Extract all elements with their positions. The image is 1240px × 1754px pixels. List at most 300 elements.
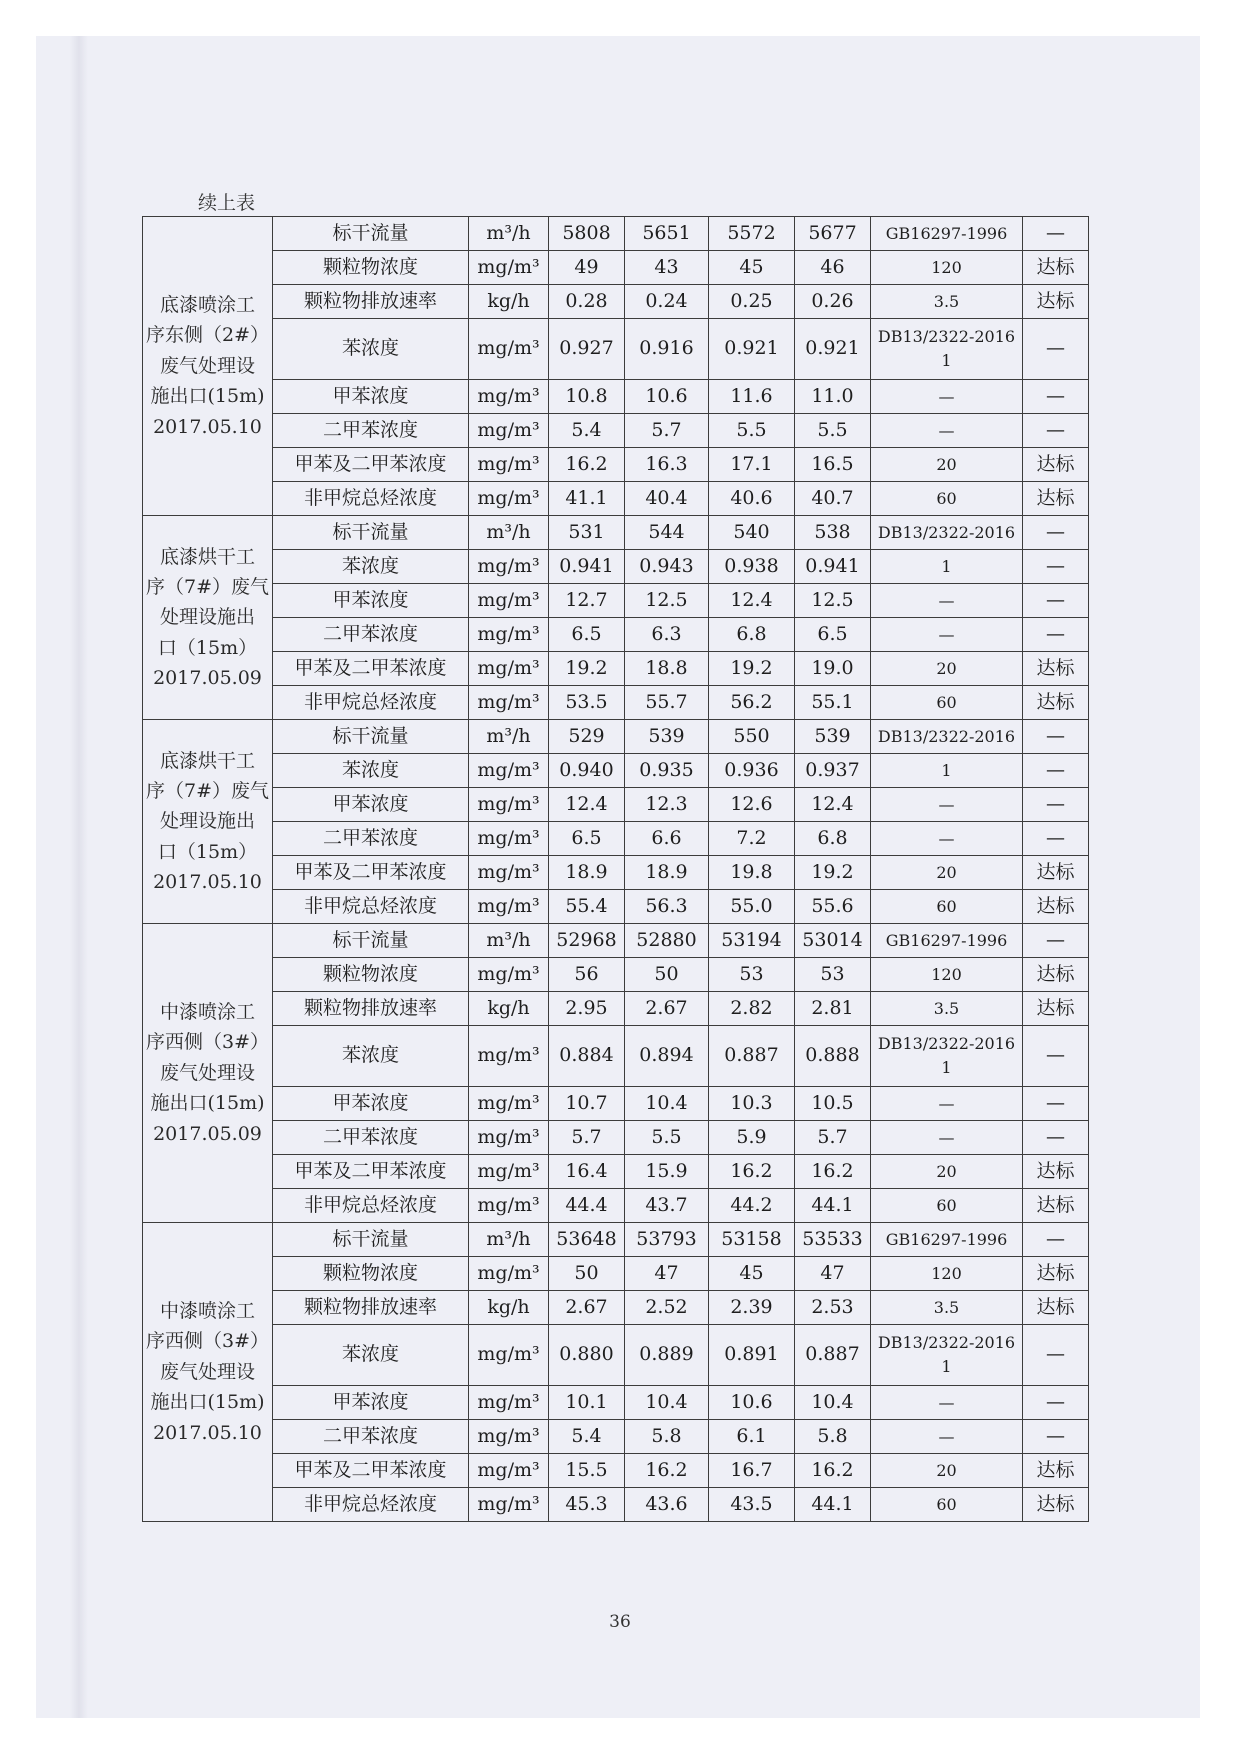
value-1-cell: 10.1: [549, 1386, 625, 1420]
value-3-cell: 45: [709, 251, 795, 285]
table-row: [143, 1291, 1089, 1325]
value-1-cell: 41.1: [549, 482, 625, 516]
location-line: 序西侧（3#）: [145, 1031, 269, 1054]
standard-line: —: [938, 1127, 955, 1147]
unit-cell: kg/h: [469, 285, 549, 319]
result-cell: 达标: [1023, 1155, 1089, 1189]
value-1-cell: 16.2: [549, 448, 625, 482]
unit-cell: mg/m³: [469, 1155, 549, 1189]
value-3-cell: 2.82: [709, 992, 795, 1026]
result-cell: 达标: [1023, 1189, 1089, 1223]
average-cell: 44.1: [795, 1189, 871, 1223]
value-3-cell: 55.0: [709, 890, 795, 924]
standard-cell: [871, 1121, 1023, 1155]
standard-line: —: [938, 1093, 955, 1113]
standard-cell: [871, 380, 1023, 414]
value-2-cell: 43.6: [625, 1488, 709, 1522]
standard-line: —: [938, 1392, 955, 1412]
value-2-cell: 55.7: [625, 686, 709, 720]
average-cell: 6.5: [795, 618, 871, 652]
table-row: [143, 992, 1089, 1026]
standard-cell: [871, 1291, 1023, 1325]
standard-cell: [871, 788, 1023, 822]
unit-cell: m³/h: [469, 924, 549, 958]
table-row: [143, 1488, 1089, 1522]
parameter-cell: 甲苯浓度: [273, 1087, 469, 1121]
standard-cell: [871, 890, 1023, 924]
sampling-location-cell: [143, 217, 273, 516]
average-cell: 19.2: [795, 856, 871, 890]
table-row: [143, 285, 1089, 319]
value-1-cell: 529: [549, 720, 625, 754]
value-3-cell: 6.8: [709, 618, 795, 652]
value-1-cell: 5808: [549, 217, 625, 251]
average-cell: 16.2: [795, 1454, 871, 1488]
table-row: [143, 1386, 1089, 1420]
standard-line: 20: [936, 1460, 957, 1480]
value-3-cell: 550: [709, 720, 795, 754]
value-3-cell: 0.938: [709, 550, 795, 584]
unit-cell: mg/m³: [469, 550, 549, 584]
standard-cell: [871, 550, 1023, 584]
table-row: [143, 1087, 1089, 1121]
value-1-cell: 0.941: [549, 550, 625, 584]
average-cell: 5.8: [795, 1420, 871, 1454]
value-3-cell: 12.6: [709, 788, 795, 822]
value-2-cell: 53793: [625, 1223, 709, 1257]
result-cell: —: [1023, 754, 1089, 788]
result-cell: 达标: [1023, 285, 1089, 319]
table-row: [143, 1155, 1089, 1189]
value-3-cell: 6.1: [709, 1420, 795, 1454]
sampling-location-cell: [143, 924, 273, 1223]
standard-line: 120: [931, 1263, 962, 1283]
average-cell: 538: [795, 516, 871, 550]
value-3-cell: 0.936: [709, 754, 795, 788]
average-cell: 46: [795, 251, 871, 285]
value-3-cell: 11.6: [709, 380, 795, 414]
unit-cell: mg/m³: [469, 1386, 549, 1420]
location-line: 施出口(15m): [150, 385, 265, 408]
location-line: 2017.05.09: [153, 667, 262, 690]
standard-cell: [871, 992, 1023, 1026]
result-cell: —: [1023, 720, 1089, 754]
value-3-cell: 540: [709, 516, 795, 550]
standard-cell: [871, 720, 1023, 754]
standard-cell: [871, 584, 1023, 618]
result-cell: —: [1023, 1121, 1089, 1155]
unit-cell: mg/m³: [469, 380, 549, 414]
value-1-cell: 50: [549, 1257, 625, 1291]
table-row: [143, 788, 1089, 822]
value-1-cell: 19.2: [549, 652, 625, 686]
table-row: [143, 550, 1089, 584]
standard-cell: [871, 516, 1023, 550]
standard-cell: [871, 1454, 1023, 1488]
value-2-cell: 0.889: [625, 1325, 709, 1386]
standard-line: GB16297-1996: [885, 930, 1008, 950]
standard-cell: [871, 319, 1023, 380]
unit-cell: mg/m³: [469, 822, 549, 856]
value-3-cell: 0.891: [709, 1325, 795, 1386]
unit-cell: kg/h: [469, 1291, 549, 1325]
parameter-cell: 苯浓度: [273, 319, 469, 380]
unit-cell: m³/h: [469, 720, 549, 754]
average-cell: 5.7: [795, 1121, 871, 1155]
standard-line: 60: [936, 1195, 957, 1215]
parameter-cell: 颗粒物排放速率: [273, 992, 469, 1026]
average-cell: 10.4: [795, 1386, 871, 1420]
value-1-cell: 6.5: [549, 822, 625, 856]
average-cell: 55.1: [795, 686, 871, 720]
value-1-cell: 52968: [549, 924, 625, 958]
average-cell: 0.937: [795, 754, 871, 788]
parameter-cell: 甲苯及二甲苯浓度: [273, 1155, 469, 1189]
value-3-cell: 45: [709, 1257, 795, 1291]
location-line: 废气处理设: [159, 1360, 255, 1383]
table-row: [143, 924, 1089, 958]
parameter-cell: 标干流量: [273, 720, 469, 754]
standard-cell: [871, 1386, 1023, 1420]
table-row: [143, 380, 1089, 414]
value-3-cell: 0.921: [709, 319, 795, 380]
sampling-location-cell: [143, 720, 273, 924]
result-cell: 达标: [1023, 652, 1089, 686]
table-row: [143, 618, 1089, 652]
value-1-cell: 56: [549, 958, 625, 992]
average-cell: 12.5: [795, 584, 871, 618]
result-cell: —: [1023, 1386, 1089, 1420]
value-3-cell: 56.2: [709, 686, 795, 720]
value-2-cell: 16.3: [625, 448, 709, 482]
table-row: [143, 516, 1089, 550]
table-row: [143, 448, 1089, 482]
standard-cell: [871, 1325, 1023, 1386]
parameter-cell: 甲苯及二甲苯浓度: [273, 856, 469, 890]
value-2-cell: 6.3: [625, 618, 709, 652]
value-2-cell: 43: [625, 251, 709, 285]
standard-cell: [871, 1087, 1023, 1121]
value-3-cell: 43.5: [709, 1488, 795, 1522]
standard-line: 60: [936, 692, 957, 712]
standard-line: GB16297-1996: [885, 1229, 1008, 1249]
value-1-cell: 53.5: [549, 686, 625, 720]
result-cell: —: [1023, 584, 1089, 618]
value-3-cell: 53: [709, 958, 795, 992]
value-1-cell: 0.927: [549, 319, 625, 380]
parameter-cell: 二甲苯浓度: [273, 1121, 469, 1155]
standard-line: 60: [936, 1494, 957, 1514]
value-1-cell: 5.4: [549, 1420, 625, 1454]
unit-cell: mg/m³: [469, 1420, 549, 1454]
table-row: [143, 1325, 1089, 1386]
standard-cell: [871, 822, 1023, 856]
value-1-cell: 2.95: [549, 992, 625, 1026]
table-row: [143, 754, 1089, 788]
location-line: 底漆喷涂工: [159, 294, 255, 317]
standard-line: —: [938, 420, 955, 440]
parameter-cell: 颗粒物排放速率: [273, 285, 469, 319]
value-2-cell: 18.9: [625, 856, 709, 890]
unit-cell: mg/m³: [469, 1257, 549, 1291]
unit-cell: mg/m³: [469, 1087, 549, 1121]
value-1-cell: 6.5: [549, 618, 625, 652]
unit-cell: m³/h: [469, 516, 549, 550]
unit-cell: mg/m³: [469, 448, 549, 482]
value-1-cell: 10.7: [549, 1087, 625, 1121]
unit-cell: mg/m³: [469, 958, 549, 992]
standard-limit-line: 1: [941, 1058, 952, 1077]
value-2-cell: 15.9: [625, 1155, 709, 1189]
value-1-cell: 12.7: [549, 584, 625, 618]
location-line: 施出口(15m): [150, 1391, 265, 1414]
parameter-cell: 颗粒物排放速率: [273, 1291, 469, 1325]
standard-line: 3.5: [933, 1297, 960, 1317]
location-line: 2017.05.09: [153, 1122, 262, 1145]
parameter-cell: 二甲苯浓度: [273, 1420, 469, 1454]
result-cell: 达标: [1023, 992, 1089, 1026]
value-1-cell: 10.8: [549, 380, 625, 414]
standard-cell: [871, 1257, 1023, 1291]
value-1-cell: 15.5: [549, 1454, 625, 1488]
value-2-cell: 10.4: [625, 1386, 709, 1420]
table-row: [143, 319, 1089, 380]
sampling-location-cell: [143, 516, 273, 720]
value-2-cell: 16.2: [625, 1454, 709, 1488]
value-3-cell: 0.887: [709, 1026, 795, 1087]
table-row: [143, 720, 1089, 754]
value-2-cell: 6.6: [625, 822, 709, 856]
standard-line: 3.5: [933, 291, 960, 311]
table-row: [143, 1420, 1089, 1454]
location-line: 2017.05.10: [153, 415, 262, 438]
average-cell: 16.5: [795, 448, 871, 482]
value-1-cell: 16.4: [549, 1155, 625, 1189]
value-3-cell: 19.8: [709, 856, 795, 890]
value-1-cell: 49: [549, 251, 625, 285]
value-1-cell: 12.4: [549, 788, 625, 822]
location-line: 施出口(15m): [150, 1092, 265, 1115]
result-cell: —: [1023, 924, 1089, 958]
result-cell: 达标: [1023, 686, 1089, 720]
value-1-cell: 2.67: [549, 1291, 625, 1325]
unit-cell: mg/m³: [469, 1026, 549, 1087]
unit-cell: mg/m³: [469, 1454, 549, 1488]
standard-line: GB16297-1996: [885, 223, 1008, 243]
standard-cell: [871, 856, 1023, 890]
standard-line: 60: [936, 896, 957, 916]
standard-cell: [871, 414, 1023, 448]
unit-cell: mg/m³: [469, 584, 549, 618]
standard-line: 20: [936, 454, 957, 474]
value-2-cell: 2.52: [625, 1291, 709, 1325]
parameter-cell: 非甲烷总烃浓度: [273, 482, 469, 516]
unit-cell: mg/m³: [469, 890, 549, 924]
table-row: [143, 890, 1089, 924]
result-cell: —: [1023, 1420, 1089, 1454]
parameter-cell: 甲苯及二甲苯浓度: [273, 1454, 469, 1488]
table-row: [143, 652, 1089, 686]
value-3-cell: 53158: [709, 1223, 795, 1257]
standard-line: 120: [931, 257, 962, 277]
unit-cell: mg/m³: [469, 788, 549, 822]
value-2-cell: 10.4: [625, 1087, 709, 1121]
standard-line: —: [938, 590, 955, 610]
unit-cell: mg/m³: [469, 1488, 549, 1522]
value-1-cell: 0.940: [549, 754, 625, 788]
result-cell: 达标: [1023, 890, 1089, 924]
unit-cell: mg/m³: [469, 618, 549, 652]
location-line: 处理设施出: [159, 810, 255, 833]
parameter-cell: 甲苯浓度: [273, 584, 469, 618]
standard-cell: [871, 652, 1023, 686]
standard-cell: [871, 1155, 1023, 1189]
value-1-cell: 18.9: [549, 856, 625, 890]
value-2-cell: 43.7: [625, 1189, 709, 1223]
table-row: [143, 822, 1089, 856]
standard-limit-line: 1: [941, 1357, 952, 1376]
parameter-cell: 标干流量: [273, 217, 469, 251]
average-cell: 0.921: [795, 319, 871, 380]
standard-line: 3.5: [933, 998, 960, 1018]
standard-line: DB13/2322-2016: [877, 1333, 1016, 1352]
unit-cell: mg/m³: [469, 652, 549, 686]
average-cell: 11.0: [795, 380, 871, 414]
table-row: [143, 584, 1089, 618]
value-2-cell: 5.8: [625, 1420, 709, 1454]
parameter-cell: 苯浓度: [273, 1325, 469, 1386]
value-3-cell: 40.6: [709, 482, 795, 516]
average-cell: 53: [795, 958, 871, 992]
value-2-cell: 0.24: [625, 285, 709, 319]
standard-line: —: [938, 386, 955, 406]
location-line: 中漆喷涂工: [159, 1300, 255, 1323]
result-cell: —: [1023, 1087, 1089, 1121]
standard-line: 20: [936, 658, 957, 678]
location-line: 2017.05.10: [153, 871, 262, 894]
value-2-cell: 0.935: [625, 754, 709, 788]
result-cell: —: [1023, 516, 1089, 550]
unit-cell: mg/m³: [469, 1121, 549, 1155]
result-cell: 达标: [1023, 856, 1089, 890]
value-2-cell: 539: [625, 720, 709, 754]
average-cell: 47: [795, 1257, 871, 1291]
value-2-cell: 5651: [625, 217, 709, 251]
unit-cell: mg/m³: [469, 754, 549, 788]
table-row: [143, 1257, 1089, 1291]
standard-cell: [871, 448, 1023, 482]
result-cell: —: [1023, 319, 1089, 380]
average-cell: 12.4: [795, 788, 871, 822]
standard-line: —: [938, 794, 955, 814]
location-line: 2017.05.10: [153, 1421, 262, 1444]
value-3-cell: 16.7: [709, 1454, 795, 1488]
unit-cell: mg/m³: [469, 482, 549, 516]
location-line: 口（15m）: [157, 636, 258, 659]
value-3-cell: 10.3: [709, 1087, 795, 1121]
standard-cell: [871, 1420, 1023, 1454]
value-1-cell: 45.3: [549, 1488, 625, 1522]
result-cell: 达标: [1023, 1257, 1089, 1291]
location-line: 底漆烘干工: [159, 545, 255, 568]
result-cell: 达标: [1023, 1291, 1089, 1325]
value-3-cell: 7.2: [709, 822, 795, 856]
location-line: 序东侧（2#）: [145, 324, 269, 347]
value-1-cell: 0.880: [549, 1325, 625, 1386]
page-number: 36: [609, 1612, 631, 1632]
average-cell: 16.2: [795, 1155, 871, 1189]
unit-cell: mg/m³: [469, 319, 549, 380]
location-line: 底漆烘干工: [159, 749, 255, 772]
parameter-cell: 非甲烷总烃浓度: [273, 1488, 469, 1522]
standard-cell: [871, 217, 1023, 251]
unit-cell: mg/m³: [469, 1189, 549, 1223]
continued-label: 续上表: [198, 192, 256, 214]
standard-line: DB13/2322-2016: [877, 726, 1016, 746]
result-cell: —: [1023, 1223, 1089, 1257]
location-line: 废气处理设: [159, 1061, 255, 1084]
standard-line: 1: [941, 556, 952, 576]
location-line: 序（7#）废气: [145, 575, 269, 598]
value-2-cell: 47: [625, 1257, 709, 1291]
location-line: 序西侧（3#）: [145, 1330, 269, 1353]
average-cell: 0.941: [795, 550, 871, 584]
value-3-cell: 53194: [709, 924, 795, 958]
standard-line: —: [938, 828, 955, 848]
standard-cell: [871, 1189, 1023, 1223]
average-cell: 2.81: [795, 992, 871, 1026]
value-2-cell: 18.8: [625, 652, 709, 686]
value-1-cell: 531: [549, 516, 625, 550]
average-cell: 0.887: [795, 1325, 871, 1386]
parameter-cell: 非甲烷总烃浓度: [273, 890, 469, 924]
average-cell: 53014: [795, 924, 871, 958]
unit-cell: m³/h: [469, 217, 549, 251]
unit-cell: mg/m³: [469, 1325, 549, 1386]
unit-cell: mg/m³: [469, 856, 549, 890]
result-cell: 达标: [1023, 958, 1089, 992]
standard-line: DB13/2322-2016: [877, 1034, 1016, 1053]
value-2-cell: 0.894: [625, 1026, 709, 1087]
standard-line: 60: [936, 488, 957, 508]
average-cell: 10.5: [795, 1087, 871, 1121]
location-line: 序（7#）废气: [145, 779, 269, 802]
value-2-cell: 52880: [625, 924, 709, 958]
standard-line: —: [938, 1426, 955, 1446]
table-row: [143, 1121, 1089, 1155]
average-cell: 40.7: [795, 482, 871, 516]
parameter-cell: 二甲苯浓度: [273, 414, 469, 448]
standard-cell: [871, 1026, 1023, 1087]
standard-cell: [871, 1488, 1023, 1522]
average-cell: 6.8: [795, 822, 871, 856]
standard-cell: [871, 251, 1023, 285]
unit-cell: mg/m³: [469, 414, 549, 448]
average-cell: 19.0: [795, 652, 871, 686]
value-1-cell: 5.7: [549, 1121, 625, 1155]
value-2-cell: 12.3: [625, 788, 709, 822]
location-line: 处理设施出: [159, 606, 255, 629]
value-3-cell: 5.9: [709, 1121, 795, 1155]
parameter-cell: 非甲烷总烃浓度: [273, 686, 469, 720]
average-cell: 539: [795, 720, 871, 754]
parameter-cell: 二甲苯浓度: [273, 822, 469, 856]
value-2-cell: 5.7: [625, 414, 709, 448]
table-row: [143, 856, 1089, 890]
unit-cell: kg/h: [469, 992, 549, 1026]
value-3-cell: 19.2: [709, 652, 795, 686]
sampling-location-cell: [143, 1223, 273, 1522]
